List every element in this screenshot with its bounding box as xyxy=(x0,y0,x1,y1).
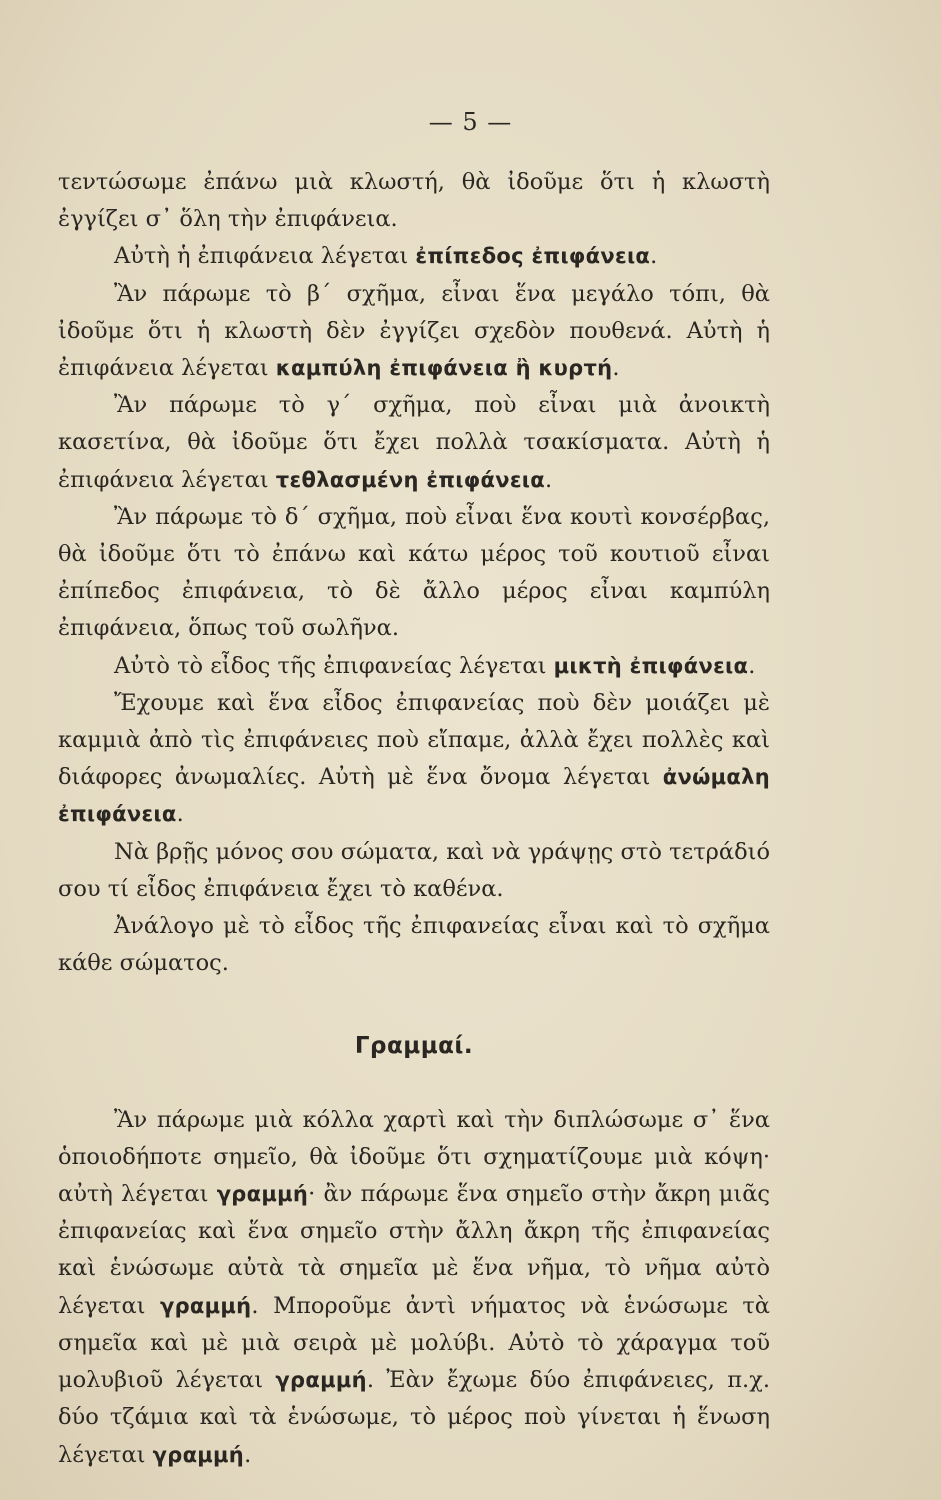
term-line: γραμμή xyxy=(160,1293,252,1318)
page-body xyxy=(58,164,770,1474)
term-line: γραμμή xyxy=(152,1442,245,1467)
term-broken-surface: τεθλασμένη ἐπιφάνεια xyxy=(275,467,546,492)
term-flat-surface: ἐπίπεδος ἐπιφάνεια xyxy=(415,244,651,269)
paragraph-3: Ἂν πάρωμε τὸ β΄ σχῆμα, εἶναι ἕνα μεγάλο τόπι, θὰ ἰδοῦμε ὅτι ἡ κλωστὴ δὲν ἐγγίζει σχεδὸν πουθενά. Αὐτὴ ἡ ἐπιφάνεια λέγεται καμπύλη ἐπιφάνεια ἢ κυρτή. xyxy=(58,280,770,382)
paragraph-1: τεντώσωμε ἐπάνω μιὰ κλωστή, θὰ ἰδοῦμε ὅτι ἡ κλωστὴ ἐγγίζει σ᾽ ὅλη τὴν ἐπιφάνεια. xyxy=(58,169,770,233)
paragraph-2: Αὐτὴ ἡ ἐπιφάνεια λέγεται ἐπίπεδος ἐπιφάνεια. xyxy=(114,243,658,270)
paragraph-lines: Ἂν πάρωμε μιὰ κόλλα χαρτὶ καὶ τὴν διπλώσωμε σ᾽ ἕνα ὁποιοδήποτε σημεῖο, θὰ ἰδοῦμε ὅτι σχηματίζουμε μιὰ κόψη· αὐτὴ λέγεται γραμμή· ἂν πάρωμε ἕνα σημεῖο στὴν ἄκρη μιᾶς ἐπιφανείας καὶ ἕνα σημεῖο στὴν ἄλλη ἄκρη τῆς ἐπιφανείας καὶ ἑνώσωμε αὐτὰ τὰ σημεῖα μὲ ἕνα νῆμα, τὸ νῆμα αὐτὸ λέγεται γραμμή. Μποροῦμε ἀντὶ νήματος νὰ ἑνώσωμε τὰ σημεῖα καὶ μὲ μιὰ σειρὰ μὲ μολύβι. Αὐτὸ τὸ χάραγμα τοῦ μολυβιοῦ λέγεται γραμμή. Ἐὰν ἔχωμε δύο ἐπιφάνειες, π.χ. δύο τζάμια καὶ τὰ ἑνώσωμε, τὸ μέρος ποὺ γίνεται ἡ ἕνωση λέγεται γραμμή. xyxy=(58,1106,771,1468)
term-mixed-surface: μικτὴ ἐπιφάνεια xyxy=(553,653,749,678)
term-irregular-surface: ἀνώμαλη ἐπιφάνεια xyxy=(58,765,770,827)
paragraph-8: Νὰ βρῇς μόνος σου σώματα, καὶ νὰ γράψῃς στὸ τετράδιό σου τί εἶδος ἐπιφάνεια ἔχει τὸ καθένα. xyxy=(58,838,770,902)
paragraph-7: Ἔχουμε καὶ ἕνα εἶδος ἐπιφανείας ποὺ δὲν μοιάζει μὲ καμμιὰ ἀπὸ τὶς ἐπιφάνειες ποὺ εἴπαμε, ἀλλὰ ἔχει πολλὲς καὶ διάφορες ἀνωμαλίες. Αὐτὴ μὲ ἕνα ὄνομα λέγεται ἀνώμαλη ἐπιφάνεια. xyxy=(58,689,770,828)
term-line: γραμμή xyxy=(275,1368,367,1393)
paragraph-4: Ἂν πάρωμε τὸ γ΄ σχῆμα, ποὺ εἶναι μιὰ ἀνοικτὴ κασετίνα, θὰ ἰδοῦμε ὅτι ἔχει πολλὰ τσακίσματα. Αὐτὴ ἡ ἐπιφάνεια λέγεται τεθλασμένη ἐπιφάνεια. xyxy=(58,392,770,493)
term-curved-surface: καμπύλη ἐπιφάνεια ἢ κυρτή xyxy=(275,356,613,381)
section-heading: Γραμμαί. xyxy=(354,1033,474,1060)
page-number: — 5 — xyxy=(428,108,513,136)
paragraph-5: Ἂν πάρωμε τὸ δ΄ σχῆμα, ποὺ εἶναι ἕνα κουτὶ κονσέρβας, θὰ ἰδοῦμε ὅτι τὸ ἐπάνω καὶ κάτω μέρος τοῦ κουτιοῦ εἶναι ἐπίπεδος ἐπιφάνεια, τὸ δὲ ἄλλο μέρος εἶναι καμπύλη ἐπιφάνεια, ὅπως τοῦ σωλῆνα. xyxy=(58,503,770,642)
paragraph-9: Ἀνάλογο μὲ τὸ εἶδος τῆς ἐπιφανείας εἶναι καὶ τὸ σχῆμα κάθε σώματος. xyxy=(58,913,770,977)
term-line: γραμμή xyxy=(216,1182,309,1207)
paragraph-6: Αὐτὸ τὸ εἶδος τῆς ἐπιφανείας λέγεται μικτὴ ἐπιφάνεια. xyxy=(114,652,756,679)
